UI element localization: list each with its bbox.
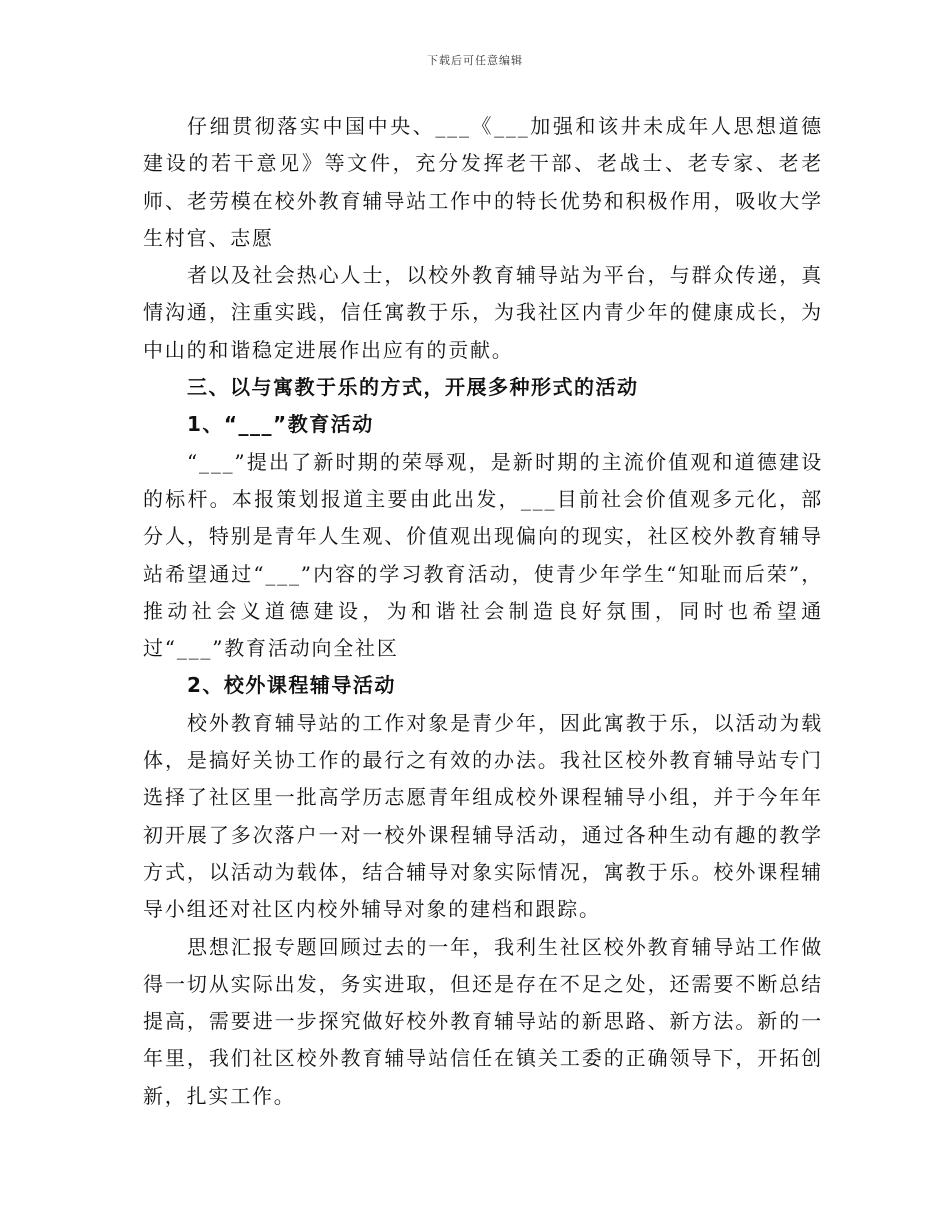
paragraph: 者以及社会热心人士，以校外教育辅导站为平台，与群众传递，真情沟通，注重实践，信任寓教于乐，为我社区内青少年的健康成长，为中山的和谐稳定进展作出应有的贡献。 <box>143 263 823 362</box>
paragraph: 思想汇报专题回顾过去的一年，我利生社区校外教育辅导站工作做得一切从实际出发，务实进取，但还是存在不足之处，还需要不断总结提高，需要进一步探究做好校外教育辅导站的新思路、新方法。新的一年里，我们社区校外教育辅导站信任在镇关工委的正确领导下，开拓创新，扎实工作。 <box>143 934 823 1108</box>
subsection-heading: 1、“___”教育活动 <box>187 412 374 437</box>
paragraph: 校外教育辅导站的工作对象是青少年，因此寓教于乐，以活动为载体，是搞好关协工作的最行之有效的办法。我社区校外教育辅导站专门选择了社区里一批高学历志愿青年组成校外课程辅导小组，并于今年年初开展了多次落户一对一校外课程辅导活动，通过各种生动有趣的教学方式，以活动为载体，结合辅导对象实际情况，寓教于乐。校外课程辅导小组还对社区内校外辅导对象的建档和跟踪。 <box>143 710 823 922</box>
page-header: 下载后可任意编辑 <box>427 54 523 67</box>
subsection-heading: 2、校外课程辅导活动 <box>187 673 396 698</box>
paragraph: 仔细贯彻落实中国中央、___《___加强和该井未成年人思想道德建设的若干意见》等文件，充分发挥老干部、老战士、老专家、老老师、老劳模在校外教育辅导站工作中的特长优势和积极作用，吸收大学生村官、志愿 <box>143 114 823 250</box>
document-body <box>143 108 823 1115</box>
section-heading: 三、以与寓教于乐的方式，开展多种形式的活动 <box>187 375 639 400</box>
paragraph: “___”提出了新时期的荣辱观，是新时期的主流价值观和道德建设的标杆。本报策划报道主要由此出发，___目前社会价值观多元化，部分人，特别是青年人生观、价值观出现偏向的现实，社区校外教育辅导站希望通过“___”内容的学习教育活动，使青少年学生“知耻而后荣”，推动社会义道德建设，为和谐社会制造良好氛围，同时也希望通过“___”教育活动向全社区 <box>143 449 823 661</box>
